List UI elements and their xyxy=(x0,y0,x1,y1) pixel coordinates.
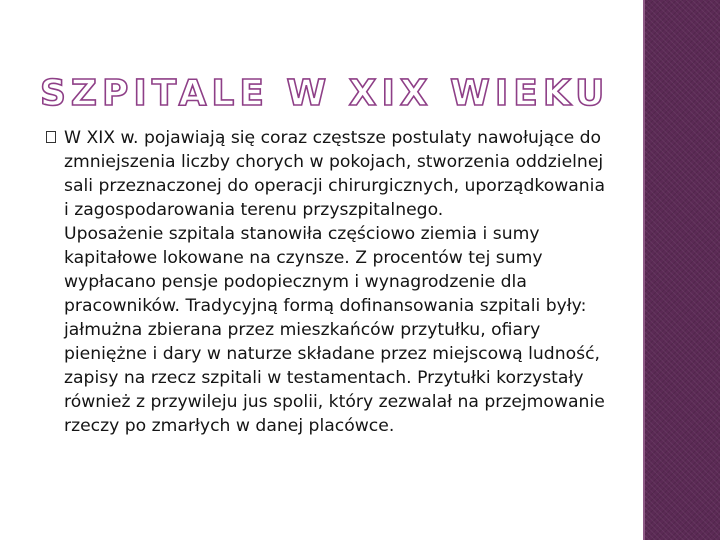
paragraph-2-text: Uposażenie szpitala stanowiła częściowo ziemia i sumy kapitałowe lokowane na czynsze. Z procentów tej sumy wypłacano pensje podopiecznym i wynagrodzenie dla pracowników. Tradycyjną formą dofinansowania szpitali były: jałmużna zbierana przez mieszkańców przytułku, ofiary pieniężne i dary w naturze składane przez miejscową ludność, zapisy na rzecz szpitali w testamentach. Przytułki korzystały również z przywileju jus spolii, który zezwalał na przejmowanie rzeczy po zmarłych w danej placówce. xyxy=(64,224,605,436)
bullet-square-icon xyxy=(46,131,56,143)
paragraph-1-text: W XIX w. pojawiają się coraz częstsze postulaty nawołujące do zmniejszenia liczby chorych w pokojach, stworzenia oddzielnej sali przeznaczonej do operacji chirurgicznych, uporządkowania i zagospodarowania terenu przyszpitalnego. xyxy=(64,128,605,220)
slide-body xyxy=(46,126,606,438)
slide-title: SZPITALE W XIX WIEKU xyxy=(40,73,610,114)
body-paragraph-2 xyxy=(46,222,606,438)
decorative-side-band xyxy=(643,0,720,540)
body-paragraph-1 xyxy=(46,126,606,222)
